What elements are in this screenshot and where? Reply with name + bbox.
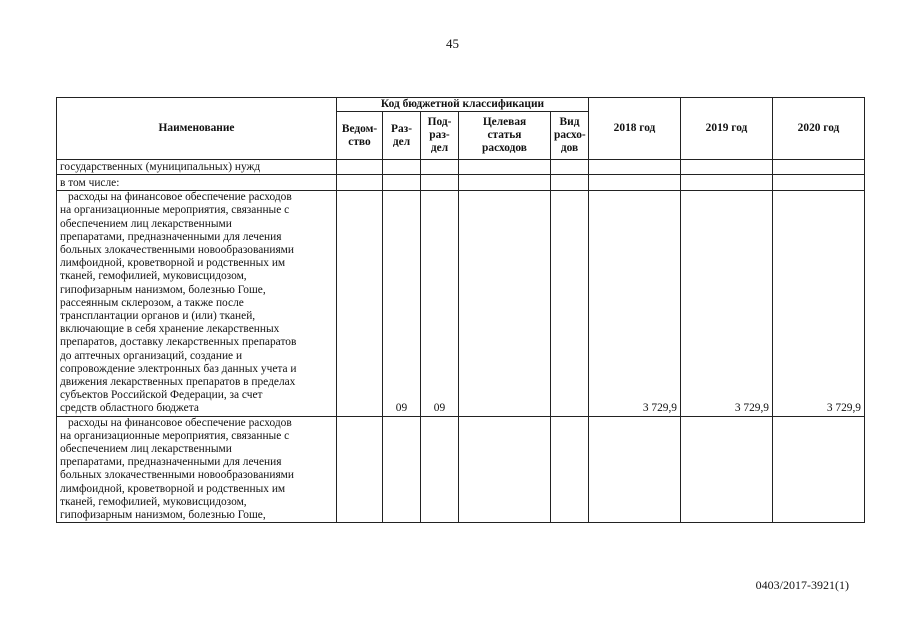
row-name-line: препаратами, предназначенными для лечения	[60, 456, 282, 469]
row-name-line: рассеянным склерозом, а также после	[60, 296, 244, 309]
cell-section	[383, 160, 421, 175]
row-name	[57, 191, 337, 416]
cell-2018	[589, 160, 681, 175]
cell-2018	[589, 416, 681, 523]
row-name-line: расходы на финансовое обеспечение расходов	[68, 416, 292, 429]
cell-2020: 3 729,9	[773, 191, 865, 416]
header-year-2018: 2018 год	[589, 98, 681, 160]
cell-target-article	[459, 191, 551, 416]
row-name-line: средств областного бюджета	[60, 402, 199, 415]
header-section-line: дел	[392, 135, 411, 148]
row-name-line: тканей, гемофилией, муковисцидозом,	[60, 270, 247, 283]
row-name-line: сопровождение электронных баз данных учета и	[60, 362, 297, 375]
row-name-line: включающие в себя хранение лекарственных	[60, 323, 280, 336]
row-name-line: до аптечных организаций, создание и	[60, 349, 243, 362]
row-name	[57, 160, 337, 175]
row-name-line: движения лекарственных препаратов в пределах	[60, 376, 296, 389]
row-name-line: препаратов, доставку лекарственных препаратов	[60, 336, 297, 349]
header-subsection-line: дел	[430, 142, 449, 155]
header-department-line: Ведом-	[341, 122, 378, 135]
header-subsection-line: Под-	[427, 115, 452, 128]
cell-expense-type	[551, 416, 589, 523]
cell-section	[383, 175, 421, 191]
cell-2019	[681, 175, 773, 191]
table-row	[57, 175, 865, 191]
cell-department	[337, 160, 383, 175]
cell-expense-type	[551, 175, 589, 191]
header-subsection	[421, 112, 459, 160]
cell-subsection: 09	[421, 191, 459, 416]
header-section	[383, 112, 421, 160]
header-expense-type	[551, 112, 589, 160]
header-expense-type-line: дов	[560, 142, 579, 155]
row-name-line: субъектов Российской Федерации, за счет	[60, 389, 263, 402]
header-section-line: Раз-	[390, 122, 413, 135]
page-number: 45	[446, 36, 459, 51]
row-name-line: на организационные мероприятия, связанные с	[60, 429, 290, 442]
cell-department	[337, 175, 383, 191]
row-name-line: тканей, гемофилией, муковисцидозом,	[60, 495, 247, 508]
row-name-line: гипофизарным нанизмом, болезнью Гоше,	[60, 509, 266, 522]
table-row	[57, 160, 865, 175]
row-name-line: обеспечением лиц лекарственными	[60, 217, 232, 230]
header-department-line: ство	[348, 135, 371, 148]
cell-section: 09	[383, 191, 421, 416]
header-year-2020: 2020 год	[773, 98, 865, 160]
header-target-article	[459, 112, 551, 160]
cell-subsection	[421, 175, 459, 191]
cell-department	[337, 191, 383, 416]
cell-2020	[773, 175, 865, 191]
row-name-line: в том числе:	[60, 177, 120, 189]
cell-2020	[773, 416, 865, 523]
header-department	[337, 112, 383, 160]
cell-department	[337, 416, 383, 523]
row-name	[57, 416, 337, 523]
cell-expense-type	[551, 160, 589, 175]
row-name-line: гипофизарным нанизмом, болезнью Гоше,	[60, 283, 266, 296]
header-target-article-line: Целевая	[482, 115, 527, 128]
header-budget-code-group: Код бюджетной классификации	[337, 98, 589, 112]
cell-section	[383, 416, 421, 523]
cell-2020	[773, 160, 865, 175]
table-row	[57, 191, 865, 416]
cell-2019: 3 729,9	[681, 191, 773, 416]
header-expense-type-line: расхо-	[554, 129, 586, 142]
cell-expense-type	[551, 191, 589, 416]
cell-2019	[681, 160, 773, 175]
cell-target-article	[459, 160, 551, 175]
row-name-line: обеспечением лиц лекарственными	[60, 443, 232, 456]
cell-subsection	[421, 416, 459, 523]
row-name	[57, 175, 337, 191]
document-code: 0403/2017-3921(1)	[755, 578, 849, 592]
row-name-line: на организационные мероприятия, связанные с	[60, 204, 290, 217]
header-expense-type-line: Вид	[559, 115, 580, 128]
row-name-line: больных злокачественными новообразованиями	[60, 469, 294, 482]
cell-target-article	[459, 175, 551, 191]
cell-2019	[681, 416, 773, 523]
header-target-article-line: статья	[487, 129, 522, 142]
row-name-line: трансплантации органов и (или) тканей,	[60, 310, 256, 323]
header-subsection-line: раз-	[429, 129, 450, 142]
row-name-line: препаратами, предназначенными для лечения	[60, 230, 282, 243]
row-name-line: лимфоидной, кроветворной и родственных им	[60, 482, 286, 495]
cell-2018: 3 729,9	[589, 191, 681, 416]
header-year-2019: 2019 год	[681, 98, 773, 160]
cell-subsection	[421, 160, 459, 175]
header-name: Наименование	[57, 98, 337, 160]
table-row	[57, 416, 865, 523]
row-name-line: расходы на финансовое обеспечение расходов	[68, 191, 292, 204]
cell-target-article	[459, 416, 551, 523]
budget-classification-table	[56, 97, 865, 523]
row-name-line: лимфоидной, кроветворной и родственных им	[60, 257, 286, 270]
row-name-line: государственных (муниципальных) нужд	[60, 161, 261, 173]
row-name-line: больных злокачественными новообразованиями	[60, 244, 294, 257]
cell-2018	[589, 175, 681, 191]
header-target-article-line: расходов	[482, 142, 527, 155]
